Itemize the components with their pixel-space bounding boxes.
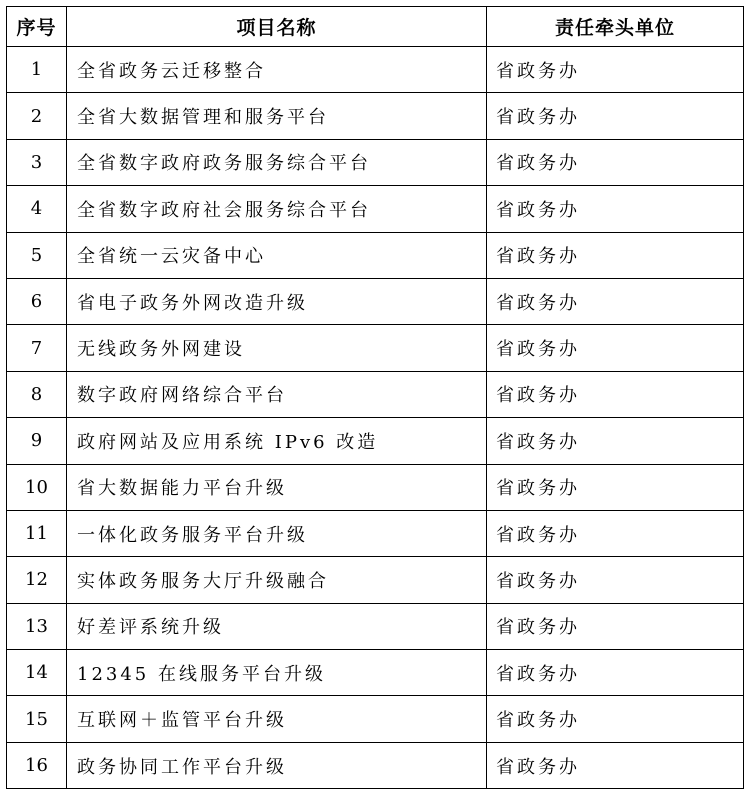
row-serial-number: 7 (7, 325, 67, 371)
row-serial-number: 9 (7, 418, 67, 464)
row-responsible-unit: 省政务办 (487, 186, 744, 232)
row-serial-number: 10 (7, 464, 67, 510)
row-project-name: 政府网站及应用系统 IPv6 改造 (67, 418, 487, 464)
row-project-name: 好差评系统升级 (67, 603, 487, 649)
row-serial-number: 3 (7, 139, 67, 185)
table-header-row (7, 7, 744, 47)
project-table (6, 6, 744, 789)
header-project-name: 项目名称 (67, 7, 487, 47)
project-table-container (6, 6, 744, 789)
row-responsible-unit: 省政务办 (487, 742, 744, 788)
row-project-name: 省电子政务外网改造升级 (67, 278, 487, 324)
row-project-name: 全省大数据管理和服务平台 (67, 93, 487, 139)
table-row (7, 418, 744, 464)
row-serial-number: 5 (7, 232, 67, 278)
row-serial-number: 11 (7, 510, 67, 556)
row-project-name: 数字政府网络综合平台 (67, 371, 487, 417)
row-serial-number: 15 (7, 696, 67, 742)
table-row (7, 696, 744, 742)
table-row (7, 650, 744, 696)
row-project-name: 实体政务服务大厅升级融合 (67, 557, 487, 603)
row-responsible-unit: 省政务办 (487, 93, 744, 139)
row-project-name: 省大数据能力平台升级 (67, 464, 487, 510)
row-responsible-unit: 省政务办 (487, 464, 744, 510)
row-project-name: 无线政务外网建设 (67, 325, 487, 371)
table-row (7, 47, 744, 93)
table-row (7, 603, 744, 649)
row-responsible-unit: 省政务办 (487, 650, 744, 696)
row-project-name: 全省政务云迁移整合 (67, 47, 487, 93)
row-serial-number: 4 (7, 186, 67, 232)
row-serial-number: 14 (7, 650, 67, 696)
row-project-name: 政务协同工作平台升级 (67, 742, 487, 788)
row-responsible-unit: 省政务办 (487, 278, 744, 324)
row-serial-number: 1 (7, 47, 67, 93)
header-serial-number: 序号 (7, 7, 67, 47)
row-serial-number: 8 (7, 371, 67, 417)
row-responsible-unit: 省政务办 (487, 371, 744, 417)
row-responsible-unit: 省政务办 (487, 232, 744, 278)
row-project-name: 一体化政务服务平台升级 (67, 510, 487, 556)
table-row (7, 278, 744, 324)
row-responsible-unit: 省政务办 (487, 325, 744, 371)
table-row (7, 139, 744, 185)
row-project-name: 互联网＋监管平台升级 (67, 696, 487, 742)
row-responsible-unit: 省政务办 (487, 510, 744, 556)
table-row (7, 93, 744, 139)
row-responsible-unit: 省政务办 (487, 696, 744, 742)
row-responsible-unit: 省政务办 (487, 557, 744, 603)
table-row (7, 510, 744, 556)
row-responsible-unit: 省政务办 (487, 603, 744, 649)
table-row (7, 742, 744, 788)
row-responsible-unit: 省政务办 (487, 139, 744, 185)
table-row (7, 464, 744, 510)
row-responsible-unit: 省政务办 (487, 47, 744, 93)
row-project-name: 全省数字政府社会服务综合平台 (67, 186, 487, 232)
table-row (7, 325, 744, 371)
header-responsible-unit: 责任牵头单位 (487, 7, 744, 47)
row-serial-number: 2 (7, 93, 67, 139)
row-project-name: 全省统一云灾备中心 (67, 232, 487, 278)
table-row (7, 371, 744, 417)
row-project-name: 全省数字政府政务服务综合平台 (67, 139, 487, 185)
row-serial-number: 12 (7, 557, 67, 603)
row-project-name: 12345 在线服务平台升级 (67, 650, 487, 696)
row-serial-number: 13 (7, 603, 67, 649)
row-serial-number: 16 (7, 742, 67, 788)
row-responsible-unit: 省政务办 (487, 418, 744, 464)
row-serial-number: 6 (7, 278, 67, 324)
table-row (7, 232, 744, 278)
table-row (7, 186, 744, 232)
table-row (7, 557, 744, 603)
